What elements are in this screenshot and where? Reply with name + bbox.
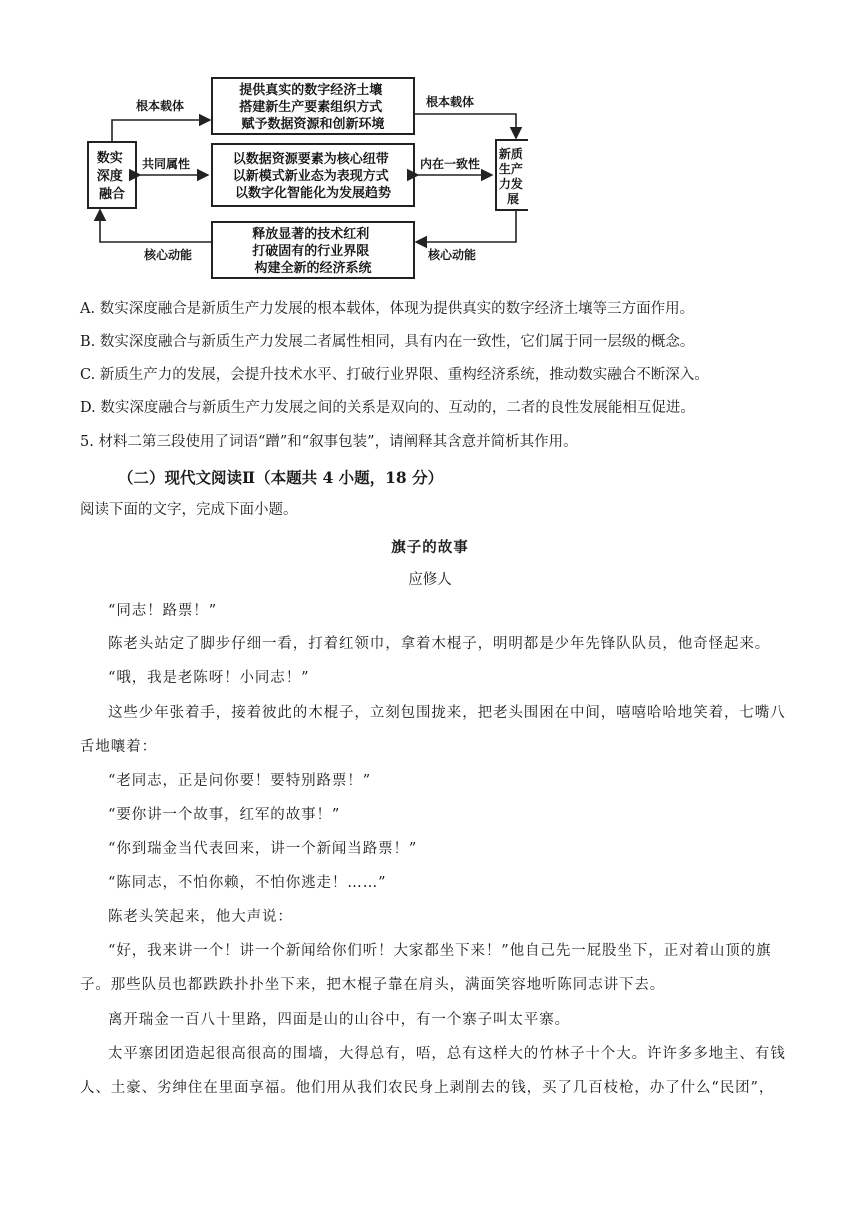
story-line: “要你讲一个故事，红军的故事！” xyxy=(108,807,341,823)
bottom-box-line-3: 构建全新的经济系统 xyxy=(254,261,372,276)
right-box-line-2: 生产 xyxy=(498,162,523,176)
relationship-diagram xyxy=(84,74,528,280)
bottom-box-line-1: 释放显著的技术红利 xyxy=(252,227,370,242)
story-line: 陈老头站定了脚步仔细一看，打着红领巾，拿着木棍子，明明都是少年先锋队队员，他奇怪起来。 xyxy=(108,636,771,652)
middle-box-line-3: 以数字化智能化为发展趋势 xyxy=(234,186,392,201)
right-box-line-1: 新质 xyxy=(498,147,523,161)
middle-box-line-2: 以新模式新业态为表现方式 xyxy=(232,169,389,184)
top-box-line-3: 赋予数据资源和创新环境 xyxy=(241,117,385,132)
story-line: 子。那些队员也都跌跌扑扑坐下来，把木棍子靠在肩头，满面笑容地听陈同志讲下去。 xyxy=(80,977,666,993)
right-box-line-3: 力发 xyxy=(498,177,523,191)
story-line: 人、土豪、劣绅住在里面享福。他们用从我们农民身上剥削去的钱，买了几百枝枪，办了什么“民团”， xyxy=(80,1080,775,1096)
left-box-line-2: 深度 xyxy=(96,169,123,184)
diagram-svg xyxy=(84,74,528,280)
story-title: 旗子的故事 xyxy=(391,539,469,556)
svg-text:释放显著的技术红利 打破固有的行业界限 xyxy=(251,226,374,276)
top-right-arrow xyxy=(414,114,516,138)
story-line: 陈老头笑起来，他大声说： xyxy=(108,909,293,925)
story-line: 离开瑞金一百八十里路，四面是山的山谷中，有一个寨子叫太平寨。 xyxy=(108,1012,570,1028)
story-line: 这些少年张着手，接着彼此的木棍子，立刻包围拢来，把老头围困在中间，嘻嘻哈哈地笑着，七嘴八 xyxy=(108,705,786,721)
top-box-line-2: 搭建新生产要素组织方式 xyxy=(239,100,383,115)
story-line: “老同志，正是问你要！要特别路票！” xyxy=(108,773,372,789)
right-box-line-4: 展 xyxy=(506,192,520,206)
label-top-right: 根本载体 xyxy=(426,95,475,109)
svg-text:数实 深度 融合 xyxy=(97,150,128,202)
option-b: B. 数实深度融合与新质生产力发展二者属性相同，具有内在一致性，它们属于同一层级的概念。 xyxy=(80,334,695,350)
story-line: 舌地嚷着： xyxy=(80,739,157,755)
story-line: “你到瑞金当代表回来，讲一个新闻当路票！” xyxy=(108,841,418,857)
story-line: “哦，我是老陈呀！小同志！” xyxy=(108,670,310,686)
bottom-right-arrow xyxy=(416,210,516,242)
label-bottom-right: 核心动能 xyxy=(428,248,477,262)
section-heading: （二）现代文阅读Ⅱ（本题共 4 小题，18 分） xyxy=(118,468,444,487)
bottom-box-line-2: 打破固有的行业界限 xyxy=(252,244,370,259)
story-line: “陈同志，不怕你赖，不怕你逃走！……” xyxy=(108,875,387,891)
option-c: C. 新质生产力的发展，会提升技术水平、打破行业界限、重构经济系统，推动数实融合不断深入。 xyxy=(80,367,709,383)
question-5: 5. 材料二第三段使用了词语“蹭”和“叙事包装”，请阐释其含意并简析其作用。 xyxy=(80,434,578,450)
label-mid-left: 共同属性 xyxy=(142,157,191,171)
label-mid-right: 内在一致性 xyxy=(420,157,481,171)
option-d: D. 数实深度融合与新质生产力发展之间的关系是双向的、互动的，二者的良性发展能相互促进。 xyxy=(80,400,695,416)
option-a: A. 数实深度融合是新质生产力发展的根本载体，体现为提供真实的数字经济土壤等三方面作用。 xyxy=(80,301,695,317)
left-box-line-3: 融合 xyxy=(98,187,126,202)
top-left-arrow xyxy=(112,120,210,142)
middle-box-line-1: 以数据资源要素为核心纽带 xyxy=(232,152,389,167)
instruction: 阅读下面的文字，完成下面小题。 xyxy=(80,502,298,518)
label-top-left: 根本载体 xyxy=(136,99,185,113)
story-line: 太平寨团团造起很高很高的围墙，大得总有，唔，总有这样大的竹林子十个大。许许多多地主、有钱 xyxy=(108,1046,786,1062)
svg-text:以数据资源要素为核心纽带 以新模式新业态为表现方 xyxy=(233,151,394,201)
story-line: “同志！路票！” xyxy=(108,603,218,619)
story-line: “好，我来讲一个！讲一个新闻给你们听！大家都坐下来！”他自己先一屁股坐下，正对着山顶的旗 xyxy=(108,943,772,959)
story-author: 应修人 xyxy=(408,572,452,588)
top-box-line-1: 提供真实的数字经济土壤 xyxy=(239,83,383,98)
left-box-line-1: 数实 xyxy=(96,151,123,166)
svg-text:提供真实的数字经济土壤 搭建新生产要素组织方式 xyxy=(238,82,387,132)
label-bottom-left: 核心动能 xyxy=(144,248,193,262)
bottom-left-arrow xyxy=(100,210,212,242)
svg-text:新质 生产 力发 展 xyxy=(499,146,527,206)
